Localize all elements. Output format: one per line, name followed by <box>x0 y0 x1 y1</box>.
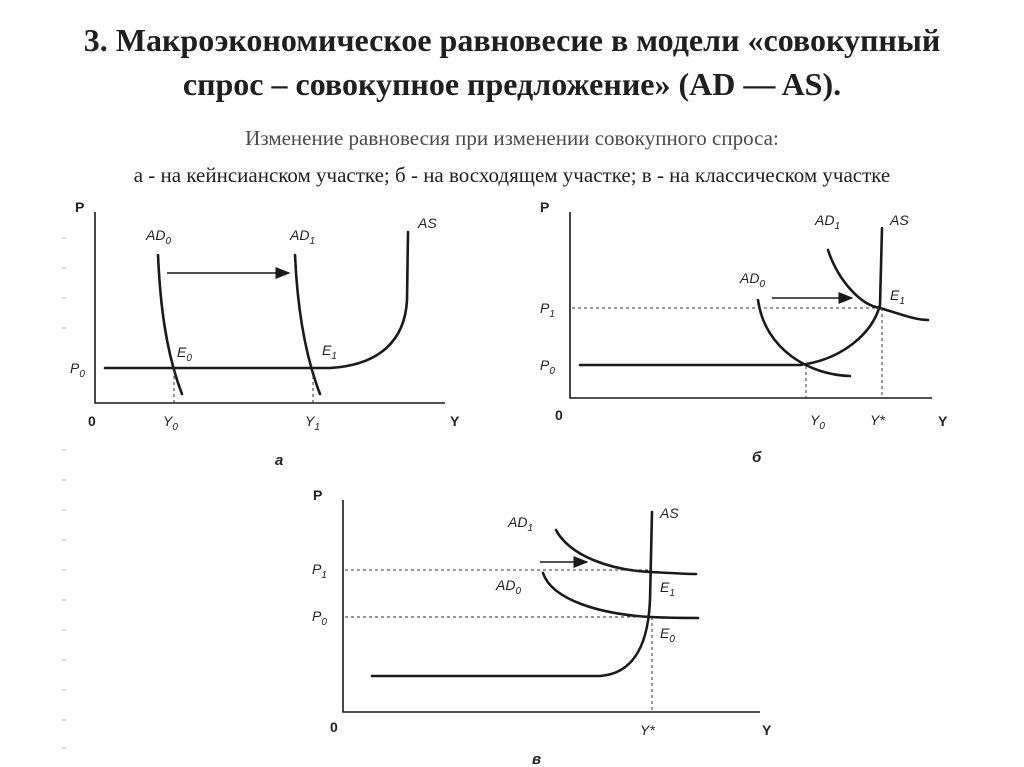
graph-b-origin-label: 0 <box>555 407 563 423</box>
graph-b-axes <box>570 212 932 398</box>
graph-a-as-curve <box>105 232 408 368</box>
subtitle-cases: а - на кейнсианском участке; б - на восходящем участке; в - на классическом участке <box>133 163 891 187</box>
graph-b-y0-label: $Y_0$ <box>810 412 825 432</box>
graph-c-as-label: AS <box>660 505 679 521</box>
graph-a <box>70 199 460 469</box>
graph-b <box>540 199 948 466</box>
graph-b-p0-label: $P_0$ <box>540 357 555 377</box>
graph-b-as-label: AS <box>890 212 909 228</box>
graph-b-y-axis-label: Y <box>938 413 948 429</box>
graph-a-e0-label: $E_0$ <box>177 344 192 364</box>
graph-b-p1-label: $P_1$ <box>540 300 555 320</box>
graph-c-p1-label: $P_1$ <box>312 561 327 581</box>
graph-a-ad0-curve <box>158 255 182 394</box>
graph-a-y0-label: $Y_0$ <box>163 413 178 433</box>
graph-b-ystar-label: Y* <box>870 412 885 428</box>
graph-c-ystar-label: Y* <box>640 722 655 738</box>
graph-c-e0-label: $E_0$ <box>660 625 675 645</box>
left-margin-ticks <box>62 238 66 748</box>
graph-b-e1-label: $E_1$ <box>890 287 905 307</box>
graph-a-ad1-curve <box>295 255 320 394</box>
graph-c-caption: в <box>532 751 542 767</box>
graph-a-p-axis-label: P <box>75 199 85 215</box>
graph-b-p-axis-label: P <box>540 199 550 215</box>
title-line-2: спрос – совокупное предложение» (AD — AS). <box>182 66 842 102</box>
graph-a-as-label: AS <box>418 215 437 231</box>
subtitle: Изменение равновесия при изменении совокупного спроса: <box>245 126 779 150</box>
graph-b-ad1-label: $AD_1$ <box>815 212 841 232</box>
graph-b-caption: б <box>752 449 762 466</box>
title-line-1: 3. Макроэкономическое равновесие в модели «совокупный <box>83 22 941 58</box>
graph-a-caption: а <box>275 452 284 469</box>
graph-a-y-axis-label: Y <box>450 413 460 429</box>
graph-c-ad1-label: $AD_1$ <box>508 514 534 534</box>
graph-a-p0-label: $P_0$ <box>70 360 85 380</box>
graph-c <box>312 487 772 767</box>
graph-a-y1-label: $Y_1$ <box>305 413 320 433</box>
graph-c-y-axis-label: Y <box>762 722 772 738</box>
graph-c-origin-label: 0 <box>330 719 338 735</box>
graph-b-ad0-label: $AD_0$ <box>740 270 766 290</box>
graph-a-ad0-label: $AD_0$ <box>146 227 172 247</box>
graph-a-origin-label: 0 <box>88 413 96 429</box>
graph-c-e1-label: $E_1$ <box>660 579 675 599</box>
graph-c-p-axis-label: P <box>313 487 323 503</box>
graph-a-e1-label: $E_1$ <box>322 342 337 362</box>
graph-c-ad0-label: $AD_0$ <box>496 577 522 597</box>
graph-c-p0-label: $P_0$ <box>312 608 327 628</box>
graph-c-as-curve <box>372 512 652 676</box>
graph-c-ad1-curve <box>556 530 696 574</box>
graph-c-axes <box>343 500 760 712</box>
graph-a-ad1-label: $AD_1$ <box>290 227 316 247</box>
graph-b-as-curve <box>580 228 882 365</box>
